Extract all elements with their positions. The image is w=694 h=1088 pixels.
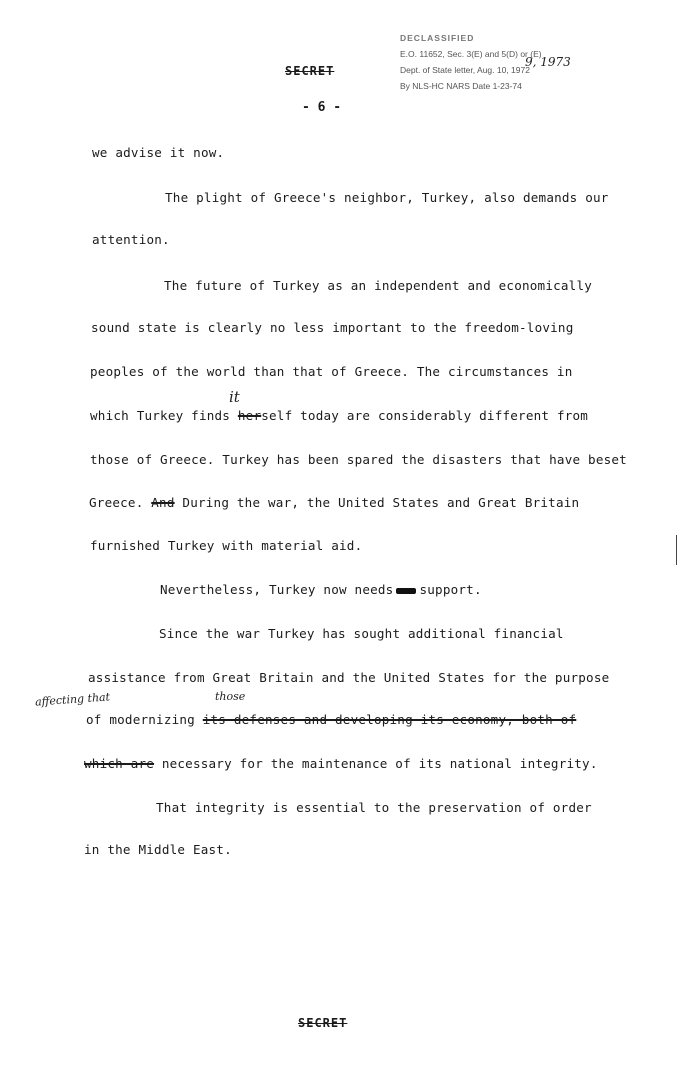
text-line: Since the war Turkey has sought additional financial bbox=[159, 626, 564, 641]
struck-text: its defenses and developing its economy, both of bbox=[202, 712, 577, 727]
text-line bbox=[89, 495, 579, 510]
text-line bbox=[160, 582, 482, 597]
text-line: sound state is clearly no less important to the freedom-loving bbox=[91, 320, 574, 335]
text-fragment: which Turkey finds bbox=[90, 408, 238, 423]
text-line: The future of Turkey as an independent and economically bbox=[164, 278, 593, 293]
stamp-title: DECLASSIFIED bbox=[400, 33, 475, 43]
text-line: peoples of the world than that of Greece. The circumstances in bbox=[90, 364, 573, 379]
inserted-word-it: it bbox=[229, 388, 240, 406]
text-line: furnished Turkey with material aid. bbox=[90, 538, 363, 553]
page-number: - 6 - bbox=[302, 100, 342, 115]
text-line: attention. bbox=[92, 232, 170, 247]
text-line: The plight of Greece's neighbor, Turkey, also demands our bbox=[165, 190, 609, 205]
struck-text: And bbox=[151, 495, 175, 510]
struck-text: which are bbox=[84, 756, 155, 771]
text-line: those of Greece. Turkey has been spared the disasters that have beset bbox=[90, 452, 627, 467]
text-line: That integrity is essential to the preservation of order bbox=[156, 800, 592, 815]
above-line-note: those bbox=[215, 690, 246, 703]
text-line bbox=[90, 408, 588, 423]
stamp-line-1: E.O. 11652, Sec. 3(E) and 5(D) or (E) bbox=[400, 49, 542, 59]
text-line: assistance from Great Britain and the United States for the purpose bbox=[88, 670, 610, 685]
text-line bbox=[84, 756, 598, 771]
text-fragment: support. bbox=[419, 582, 482, 597]
text-line bbox=[86, 712, 576, 727]
stamp-handwritten-date: 9, 1973 bbox=[525, 55, 571, 69]
stamp-line-3: By NLS-HC NARS Date 1-23-74 bbox=[400, 81, 522, 91]
stamp-line-2: Dept. of State letter, Aug. 10, 1972 bbox=[400, 65, 530, 75]
text-fragment: necessary for the maintenance of its national integrity. bbox=[154, 756, 598, 771]
text-fragment: self today are considerably different from bbox=[261, 408, 589, 423]
margin-line-mark bbox=[676, 535, 677, 565]
struck-text: her bbox=[237, 408, 262, 423]
text-fragment: of modernizing bbox=[86, 712, 203, 727]
text-line: we advise it now. bbox=[92, 145, 225, 160]
text-fragment: Greece. bbox=[89, 495, 152, 510]
text-fragment: During the war, the United States and Great Britain bbox=[174, 495, 580, 510]
header-classification: SECRET bbox=[285, 64, 335, 78]
margin-note: affecting that bbox=[34, 690, 111, 709]
footer-classification: SECRET bbox=[298, 1016, 348, 1030]
declassification-stamp bbox=[400, 30, 590, 94]
ink-blot bbox=[396, 588, 416, 594]
text-line: in the Middle East. bbox=[84, 842, 232, 857]
text-fragment: Nevertheless, Turkey now needs bbox=[160, 582, 394, 597]
